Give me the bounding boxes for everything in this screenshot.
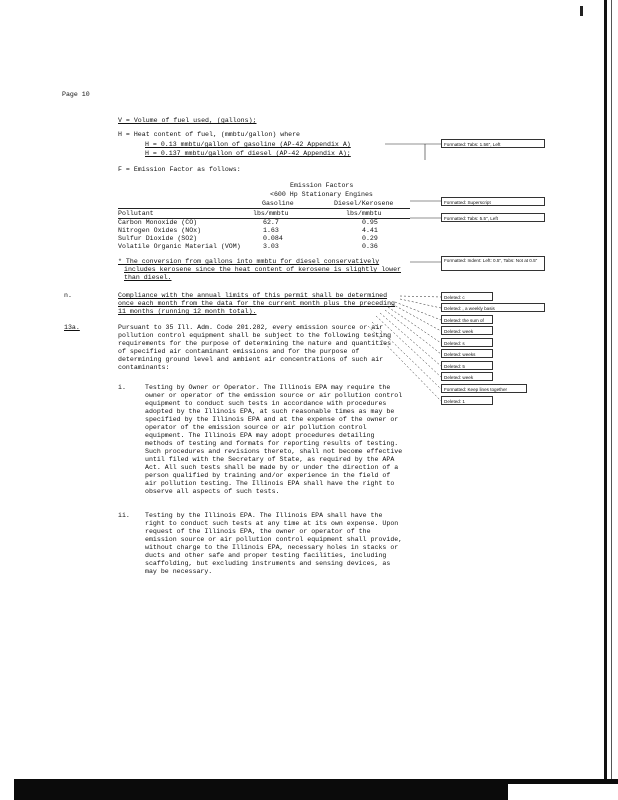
unit-gasoline: lbs/mmbtu <box>253 210 289 217</box>
def-h-gasoline: H = 0.13 mmbtu/gallon of gasoline (AP-42 Appendix A) <box>145 141 351 148</box>
item-n-line-2: once each month from the data for the current month plus the preceding <box>118 300 395 307</box>
row-diesel: 4.41 <box>362 227 378 234</box>
row-pollutant: Carbon Monoxide (CO) <box>118 219 198 226</box>
revision-balloon[interactable]: Formatted: Tabs: 1.56", Left <box>441 139 545 148</box>
revision-balloon[interactable]: Deleted: week <box>441 326 493 335</box>
col-pollutant: Pollutant <box>118 210 154 217</box>
unit-diesel: lbs/mmbtu <box>346 210 382 217</box>
revision-balloon[interactable]: Deleted: week <box>441 372 493 381</box>
footnote-line-2: includes kerosene since the heat content of kerosene is slightly lower <box>124 266 401 273</box>
row-pollutant: Volatile Organic Material (VOM) <box>118 243 241 250</box>
def-h: H = Heat content of fuel, (mmbtu/gallon) where <box>118 131 301 138</box>
revision-balloon[interactable]: Formatted: Indent: Left: 0.5", Tabs: Not at 0.5" <box>441 256 545 271</box>
revision-balloon[interactable]: Deleted: c <box>441 292 493 301</box>
revision-balloon[interactable]: Deleted: 1 <box>441 396 493 405</box>
revision-balloon[interactable]: Deleted: , a weekly basis <box>441 303 545 312</box>
revision-balloon[interactable]: Deleted: the sum of <box>441 315 493 324</box>
revision-balloon[interactable]: Deleted: 5 <box>441 361 493 370</box>
row-diesel: 0.36 <box>362 243 378 250</box>
def-f: F = Emission Factor as follows: <box>118 166 241 173</box>
col-diesel: Diesel/Kerosene <box>334 200 394 207</box>
page-label: Page 10 <box>62 91 90 98</box>
row-diesel: 0.29 <box>362 235 378 242</box>
item-n-number: n. <box>64 292 72 299</box>
table-title-1: Emission Factors <box>290 182 354 189</box>
col-gasoline: Gasoline <box>262 200 294 207</box>
def-h-diesel: H = 0.137 mmbtu/gallon of diesel (AP-42 Appendix A); <box>145 150 351 157</box>
revision-balloon[interactable]: Deleted: weeks <box>441 349 493 358</box>
footnote-line-1: * The conversion from gallons into mmbtu for diesel conservatively <box>118 258 380 265</box>
row-pollutant: Nitrogen Oxides (NOx) <box>118 227 202 234</box>
row-gasoline: 0.084 <box>263 235 283 242</box>
footnote-line-3: than diesel. <box>124 274 172 281</box>
revision-balloon[interactable]: Formatted: Keep lines together <box>441 384 527 393</box>
def-v: V = Volume of fuel used, (gallons); <box>118 117 257 124</box>
sub-ii-number: ii. <box>118 512 130 519</box>
sub-ii-text: Testing by the Illinois EPA. The Illinois EPA shall have the right to conduct such tests at any time at its own expense. Upon request of the Illinois EPA, the owner or operator of the emission source or air pollution control equipment shall provide, without charge to the Illinois EPA, necessary holes in stacks or ducts and other safe and proper testing facilities, including scaffolding, but excluding instruments and sensing devices, as may be necessary. <box>145 512 403 575</box>
revision-balloon[interactable]: Formatted: Tabs: 5.5", Left <box>441 213 545 222</box>
sub-i-text: Testing by Owner or Operator. The Illinois EPA may require the owner or operator of the emission source or air pollution control equipment to conduct such tests in accordance with procedures adopted by the Illinois EPA, at such reasonable times as may be specified by the Illinois EPA and at the expense of the owner or operator of the emission source or air pollution control equipment. The Illinois EPA may adopt procedures detailing methods of testing and formats for reporting results of testing. Such procedures and revisions thereto, shall not become effective until filed with the Secretary of State, as required by the APA Act. All such tests shall be made by or under the direction of a person qualified by training and/or experience in the field of air pollution testing. The Illinois EPA shall have the right to observe all aspects of such tests. <box>145 384 403 495</box>
sub-i-number: i. <box>118 384 126 391</box>
row-pollutant: Sulfur Dioxide (SO2) <box>118 235 198 242</box>
item-13a-text: Pursuant to 35 Ill. Adm. Code 201.282, every emission source or air pollution control equipment shall be subject to the following testing requirements for the purpose of determining the nature and quantities of specified air contaminant emissions and for the purpose of determining ground level and ambient air concentrations of such air contaminants: <box>118 324 392 371</box>
row-gasoline: 1.63 <box>263 227 279 234</box>
table-title-2: <600 Hp Stationary Engines <box>270 191 373 198</box>
item-n-line-3: 11 months (running 12 month total). <box>118 308 257 315</box>
row-diesel: 0.95 <box>362 219 378 226</box>
item-n-line-1: Compliance with the annual limits of this permit shall be determined <box>118 292 388 299</box>
row-gasoline: 3.03 <box>263 243 279 250</box>
scan-edge-gap <box>508 784 618 800</box>
item-13a-number: 13a. <box>64 324 80 331</box>
revision-balloon[interactable]: Deleted: s <box>441 338 493 347</box>
revision-balloon[interactable]: Formatted: Superscript <box>441 197 545 206</box>
row-gasoline: 62.7 <box>263 219 279 226</box>
